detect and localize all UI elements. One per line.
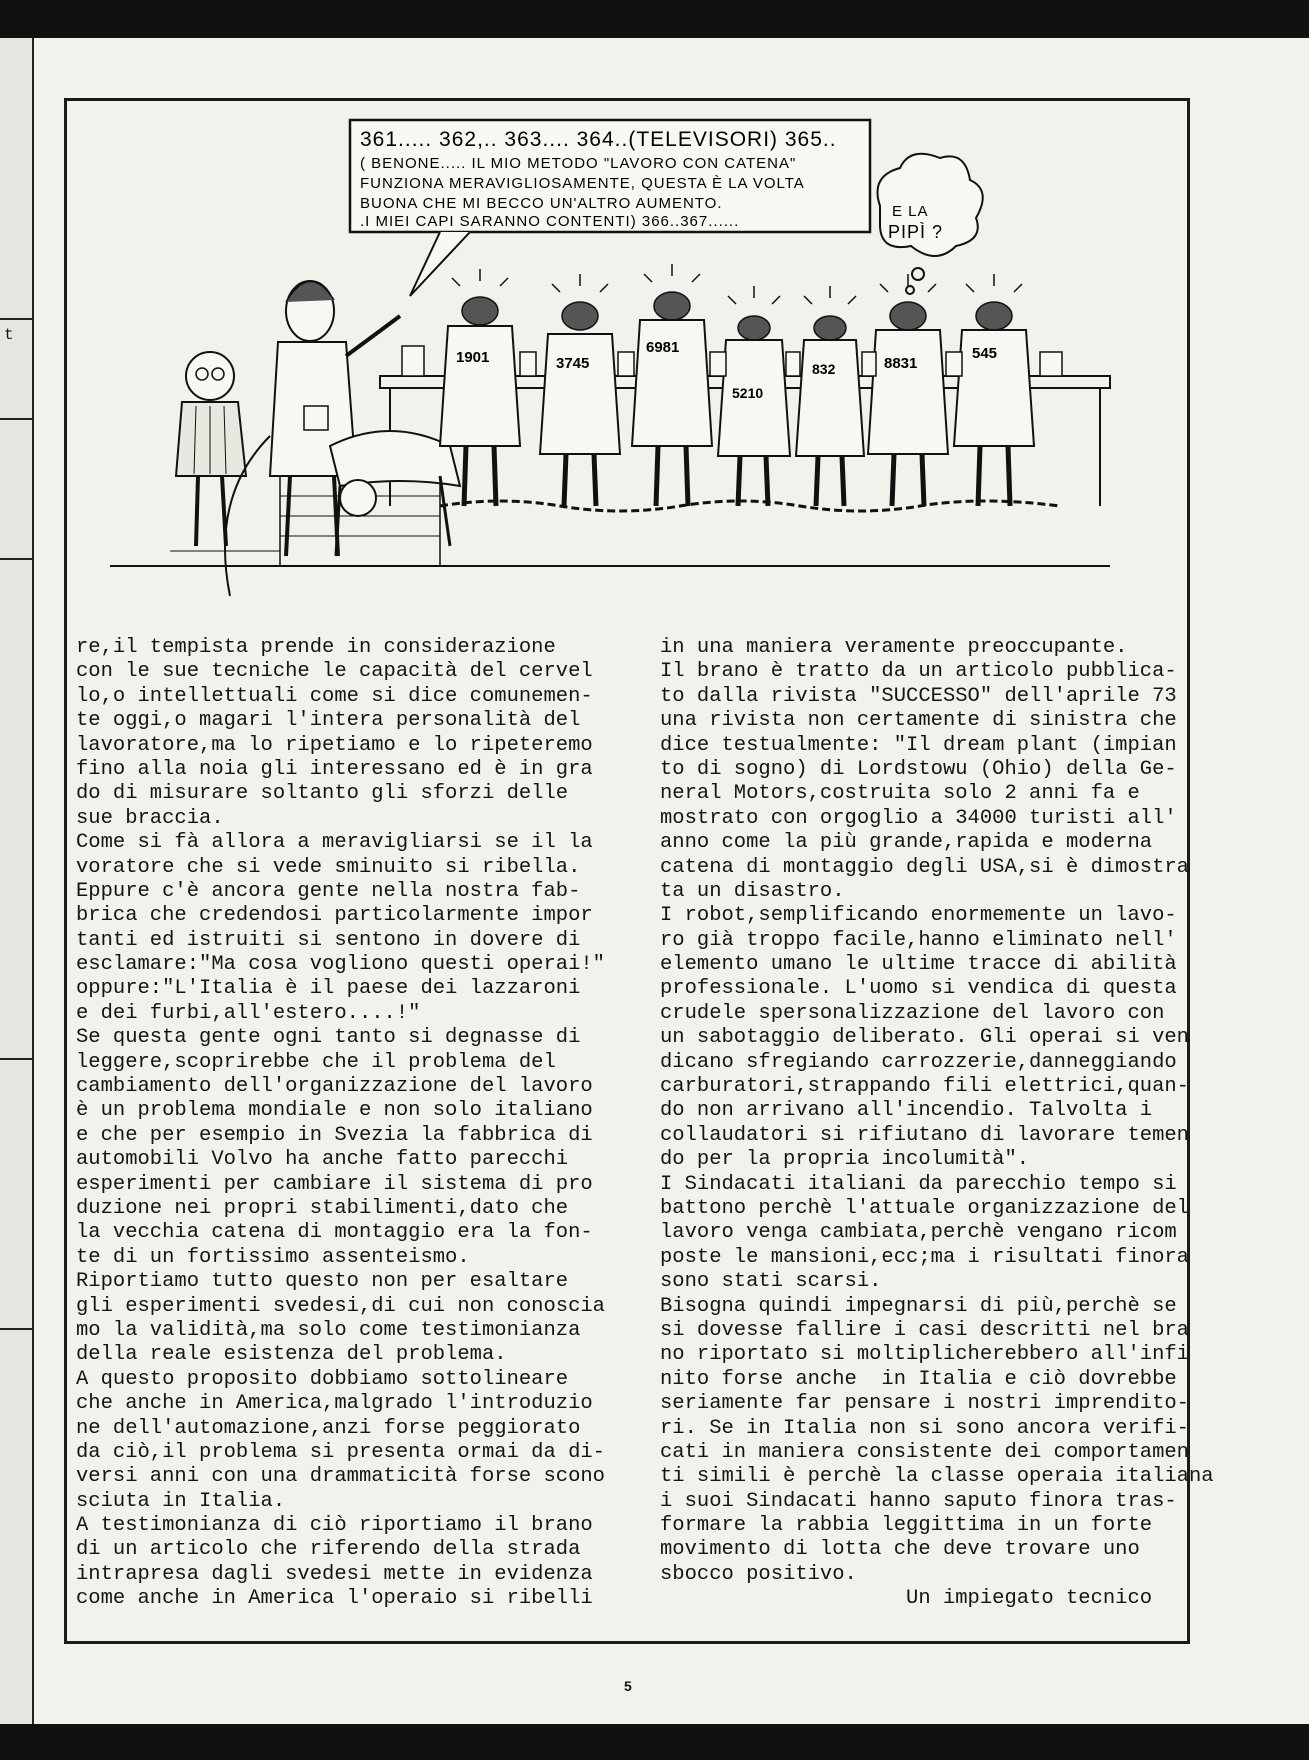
text-line: sbocco positivo. [660, 1562, 857, 1586]
text-line: sono stati scarsi. [660, 1270, 882, 1294]
text-line: in una maniera veramente preoccupante. [660, 636, 1128, 659]
text-line: crudele spersonalizzazione del lavoro con [660, 1001, 1165, 1025]
assembly-line-cartoon [110, 106, 1140, 606]
left-text-column [76, 636, 605, 1612]
worker-number: 832 [812, 361, 836, 377]
text-line: Un impiegato tecnico [660, 1587, 1153, 1611]
text-line: intrapresa dagli svedesi mette in evidenza [76, 1562, 593, 1586]
edge-rule [0, 1328, 32, 1330]
text-line: Come si fà allora a meravigliarsi se il la [76, 831, 593, 855]
worker-number: 3745 [556, 355, 590, 372]
text-line: brica che credendosi particolarmente impor [76, 904, 593, 928]
text-line: dicano sfregiando carrozzerie,danneggiando [660, 1050, 1177, 1074]
speech-line: ( BENONE..... IL MIO METODO "LAVORO CON CATENA" [360, 155, 797, 172]
text-line: e dei furbi,all'estero....!" [76, 1001, 421, 1025]
text-line: I robot,semplificando enormemente un lavo- [660, 904, 1177, 928]
text-line: da ciò,il problema si presenta ormai da di- [76, 1440, 605, 1464]
text-line: voratore che si vede sminuito si ribella. [76, 855, 581, 879]
text-line: fino alla noia gli interessano ed è in gra [76, 757, 593, 781]
right-text-column [660, 636, 1214, 1612]
page-number: 5 [624, 1678, 632, 1694]
text-line: formare la rabbia leggittima in un forte [660, 1514, 1153, 1538]
worker-number: 545 [972, 345, 998, 362]
worker-figure [868, 302, 948, 506]
worker-figure [718, 316, 790, 506]
worker-number: 6981 [646, 339, 680, 356]
small-boss-figure [176, 352, 246, 546]
text-line: Eppure c'è ancora gente nella nostra fab- [76, 879, 581, 903]
thought-line: E LA [892, 203, 929, 220]
text-line: no riportato si moltiplicherebbero all'infi [660, 1343, 1189, 1367]
text-line: ri. Se in Italia non si sono ancora verifi- [660, 1416, 1189, 1440]
text-line: oppure:"L'Italia è il paese dei lazzaroni [76, 977, 581, 1001]
text-line: elemento umano le ultime tracce di abilità [660, 953, 1177, 977]
text-line: to dalla rivista "SUCCESSO" dell'aprile 73 [660, 684, 1177, 708]
speech-line: 361..... 362,.. 363.... 364..(TELEVISORI) 365.. [360, 128, 837, 151]
text-line: sue braccia. [76, 806, 224, 830]
text-line: leggere,scoprirebbe che il problema del [76, 1050, 556, 1074]
text-line: Riportiamo tutto questo non per esaltare [76, 1270, 569, 1294]
text-line: Il brano è tratto da un articolo pubblica- [660, 660, 1177, 684]
text-line: lavoro venga cambiata,perchè vengano ricom [660, 1221, 1177, 1245]
text-line: tanti ed istruiti si sentono in dovere di [76, 928, 581, 952]
worker-number: 5210 [732, 385, 764, 401]
text-line: A testimonianza di ciò riportiamo il brano [76, 1514, 593, 1538]
text-line: che anche in America,malgrado l'introduzio [76, 1392, 593, 1416]
worker-figure [632, 292, 712, 506]
magazine-page [0, 38, 1309, 1724]
text-line: si dovesse fallire i casi descritti nel bra [660, 1318, 1189, 1342]
speech-line: .I MIEI CAPI SARANNO CONTENTI) 366..367...... [360, 213, 740, 230]
edge-rule [0, 1058, 32, 1060]
text-line: ta un disastro. [660, 879, 845, 903]
text-line: ti simili è perchè la classe operaia italiana [660, 1465, 1214, 1489]
worker-number: 1901 [456, 349, 490, 366]
text-line: mostrato con orgoglio a 34000 turisti all' [660, 806, 1177, 830]
sweat-drops [452, 264, 1022, 304]
edge-rule [0, 418, 32, 420]
text-line: nito forse anche in Italia e ciò dovrebbe [660, 1367, 1177, 1391]
worker-figure [954, 302, 1034, 506]
text-line: professionale. L'uomo si vendica di questa [660, 977, 1177, 1001]
text-line: mo la validità,ma solo come testimonianza [76, 1318, 581, 1342]
adjacent-page-edge [0, 38, 34, 1724]
worker-figure [540, 302, 620, 506]
text-line: di un articolo che riferendo della strada [76, 1538, 581, 1562]
text-line: dice testualmente: "Il dream plant (impian [660, 733, 1177, 757]
worker-figure [796, 316, 864, 506]
text-line: poste le mansioni,ecc;ma i risultati finora [660, 1245, 1189, 1269]
text-line: un sabotaggio deliberato. Gli operai si ven [660, 1026, 1189, 1050]
text-line: la vecchia catena di montaggio era la fon- [76, 1221, 593, 1245]
text-line: Se questa gente ogni tanto si degnasse di [76, 1026, 581, 1050]
text-line: versi anni con una drammaticità forse scono [76, 1465, 605, 1489]
speech-line: FUNZIONA MERAVIGLIOSAMENTE, QUESTA È LA VOLTA [360, 175, 805, 192]
text-line: te oggi,o magari l'intera personalità del [76, 709, 581, 733]
text-line: lavoratore,ma lo ripetiamo e lo ripeteremo [76, 733, 593, 757]
floor-chain [440, 501, 1060, 511]
edge-rule [0, 558, 32, 560]
text-line: anno come la più grande,rapida e moderna [660, 831, 1153, 855]
text-line: esclamare:"Ma cosa vogliono questi operai!" [76, 953, 605, 977]
text-line: A questo proposito dobbiamo sottolineare [76, 1367, 569, 1391]
thought-line: PIPÌ ? [888, 222, 944, 242]
text-line: e che per esempio in Svezia la fabbrica di [76, 1123, 593, 1147]
text-line: duzione nei propri stabilimenti,dato che [76, 1196, 569, 1220]
text-line: do non arrivano all'incendio. Talvolta i [660, 1099, 1153, 1123]
text-line: lo,o intellettuali come si dice comunemen- [76, 684, 593, 708]
text-line: do per la propria incolumità". [660, 1148, 1030, 1172]
text-line: con le sue tecniche le capacità del cervel [76, 660, 593, 684]
worker-number: 8831 [884, 355, 918, 372]
text-line: do di misurare soltanto gli sforzi delle [76, 782, 569, 806]
text-line: è un problema mondiale e non solo italiano [76, 1099, 593, 1123]
edge-rule [0, 318, 32, 320]
text-line: automobili Volvo ha anche fatto parecchi [76, 1148, 569, 1172]
text-line: te di un fortissimo assenteismo. [76, 1245, 470, 1269]
text-line: una rivista non certamente di sinistra che [660, 709, 1177, 733]
text-line: esperimenti per cambiare il sistema di pro [76, 1172, 593, 1196]
text-line: seriamente far pensare i nostri imprendito- [660, 1392, 1189, 1416]
text-line: ro già troppo facile,hanno eliminato nell' [660, 928, 1177, 952]
text-line: battono perchè l'attuale organizzazione del [660, 1196, 1189, 1220]
text-line: ne dell'automazione,anzi forse peggiorato [76, 1416, 581, 1440]
text-line: re,il tempista prende in considerazione [76, 636, 556, 659]
text-line: come anche in America l'operaio si ribelli [76, 1587, 593, 1611]
text-line: i suoi Sindacati hanno saputo finora tras- [660, 1489, 1177, 1513]
text-line: I Sindacati italiani da parecchio tempo si [660, 1172, 1177, 1196]
text-line: catena di montaggio degli USA,si è dimostra [660, 855, 1189, 879]
text-line: movimento di lotta che deve trovare uno [660, 1538, 1140, 1562]
edge-letter: t [4, 326, 14, 344]
text-line: gli esperimenti svedesi,di cui non conoscia [76, 1294, 605, 1318]
speech-line: BUONA CHE MI BECCO UN'ALTRO AUMENTO. [360, 195, 723, 212]
text-line: cati in maniera consistente dei comportamen [660, 1440, 1189, 1464]
text-line: cambiamento dell'organizzazione del lavoro [76, 1075, 593, 1099]
text-line: sciuta in Italia. [76, 1489, 286, 1513]
text-line: Bisogna quindi impegnarsi di più,perchè se [660, 1294, 1177, 1318]
text-line: della reale esistenza del problema. [76, 1343, 507, 1367]
text-line: carburatori,strappando fili elettrici,quan- [660, 1075, 1189, 1099]
text-line: neral Motors,costruita solo 2 anni fa e [660, 782, 1140, 806]
text-line: to di sogno) di Lordstowu (Ohio) della Ge- [660, 757, 1177, 781]
text-line: collaudatori si rifiutano di lavorare temen [660, 1123, 1189, 1147]
